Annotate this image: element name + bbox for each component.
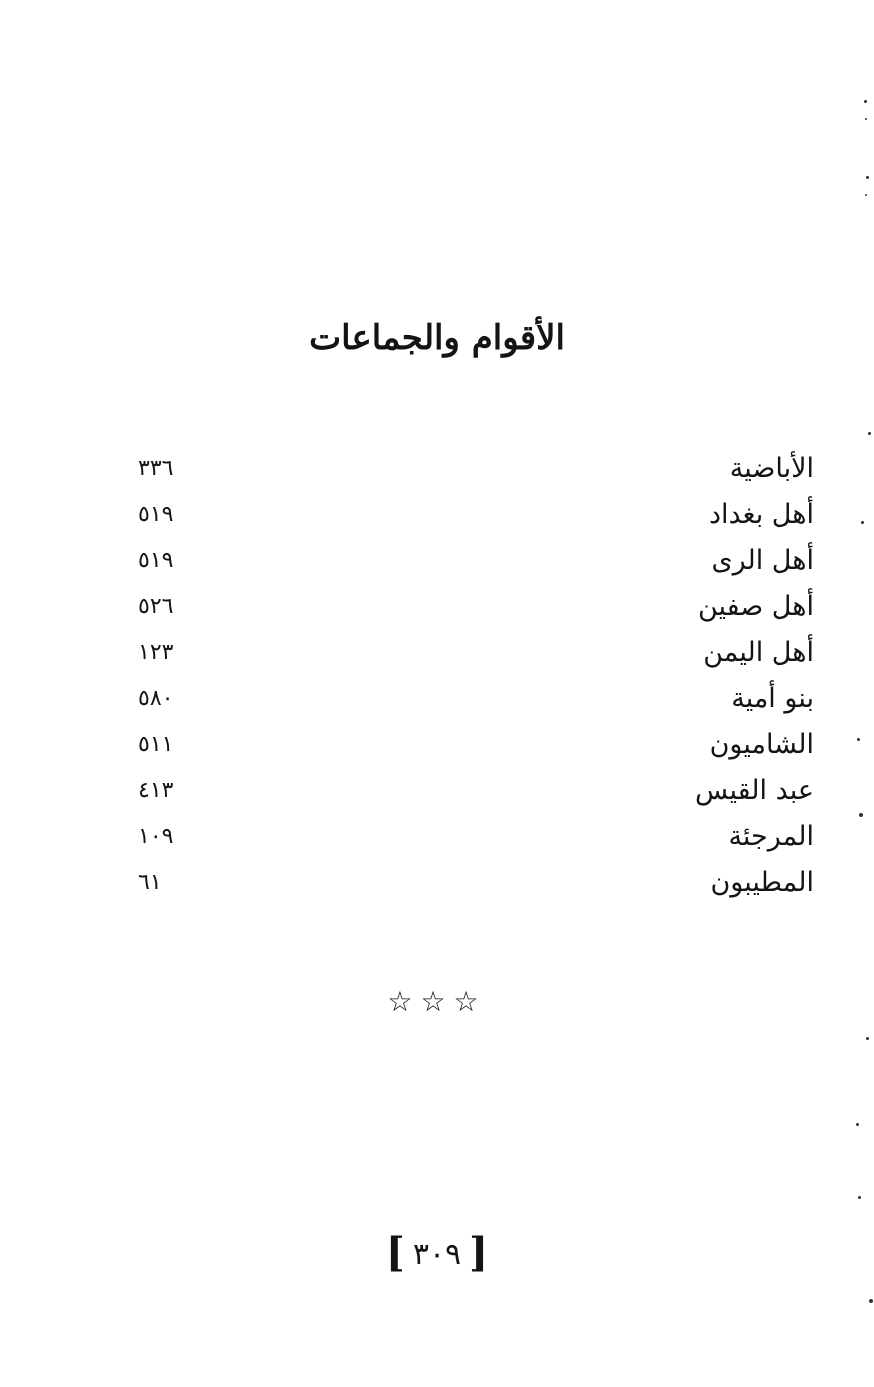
entry-name: المرجئة bbox=[728, 821, 814, 852]
section-title: الأقوام والجماعات bbox=[309, 318, 565, 358]
scan-speck bbox=[856, 1123, 859, 1126]
entry-name: الشاميون bbox=[709, 729, 814, 760]
entry-page-ref: ٥٢٦ bbox=[138, 594, 174, 619]
index-entry bbox=[0, 630, 874, 676]
scan-speck bbox=[865, 194, 867, 196]
scan-speck bbox=[866, 1037, 869, 1040]
entry-name: بنو أمية bbox=[731, 683, 814, 714]
entry-page-ref: ٥١٩ bbox=[138, 502, 174, 527]
index-entry bbox=[0, 722, 874, 768]
scan-speck bbox=[866, 176, 869, 179]
folio-number: ٣٠٩ bbox=[412, 1237, 462, 1272]
entry-name: المطيبون bbox=[710, 867, 814, 898]
entry-page-ref: ٦١ bbox=[138, 870, 162, 895]
page-number bbox=[0, 1228, 874, 1280]
entry-name: أهل اليمن bbox=[703, 637, 814, 668]
entry-page-ref: ٤١٣ bbox=[138, 778, 174, 803]
entry-name: أهل صفين bbox=[697, 591, 814, 622]
folio-open-bracket: [ bbox=[385, 1229, 405, 1276]
entry-page-ref: ٥٨٠ bbox=[138, 686, 174, 711]
folio-close-bracket: ] bbox=[469, 1229, 489, 1276]
scan-speck bbox=[864, 100, 867, 103]
scan-speck bbox=[859, 813, 863, 817]
scan-speck bbox=[857, 738, 860, 741]
scan-speck bbox=[868, 432, 871, 435]
scan-speck bbox=[858, 1196, 861, 1199]
entry-page-ref: ٥١١ bbox=[138, 732, 174, 757]
entry-page-ref: ٥١٩ bbox=[138, 548, 174, 573]
index-entry bbox=[0, 676, 874, 722]
index-entry bbox=[0, 446, 874, 492]
index-entry bbox=[0, 584, 874, 630]
entry-name: أهل الرى bbox=[711, 545, 814, 576]
entry-name: الأباضية bbox=[729, 453, 814, 484]
index-entry bbox=[0, 492, 874, 538]
entry-page-ref: ٣٣٦ bbox=[138, 456, 174, 481]
star-ornament: ☆☆☆ bbox=[387, 985, 487, 1018]
scan-speck bbox=[869, 1299, 873, 1303]
index-entry bbox=[0, 768, 874, 814]
index-entry bbox=[0, 538, 874, 584]
scan-speck bbox=[861, 521, 864, 524]
scan-speck bbox=[865, 118, 867, 120]
entry-page-ref: ١٠٩ bbox=[138, 824, 174, 849]
entry-name: أهل بغداد bbox=[708, 499, 814, 530]
index-entry bbox=[0, 814, 874, 860]
entry-name: عبد القيس bbox=[695, 775, 814, 806]
index-entry bbox=[0, 860, 874, 906]
entry-page-ref: ١٢٣ bbox=[138, 640, 174, 665]
